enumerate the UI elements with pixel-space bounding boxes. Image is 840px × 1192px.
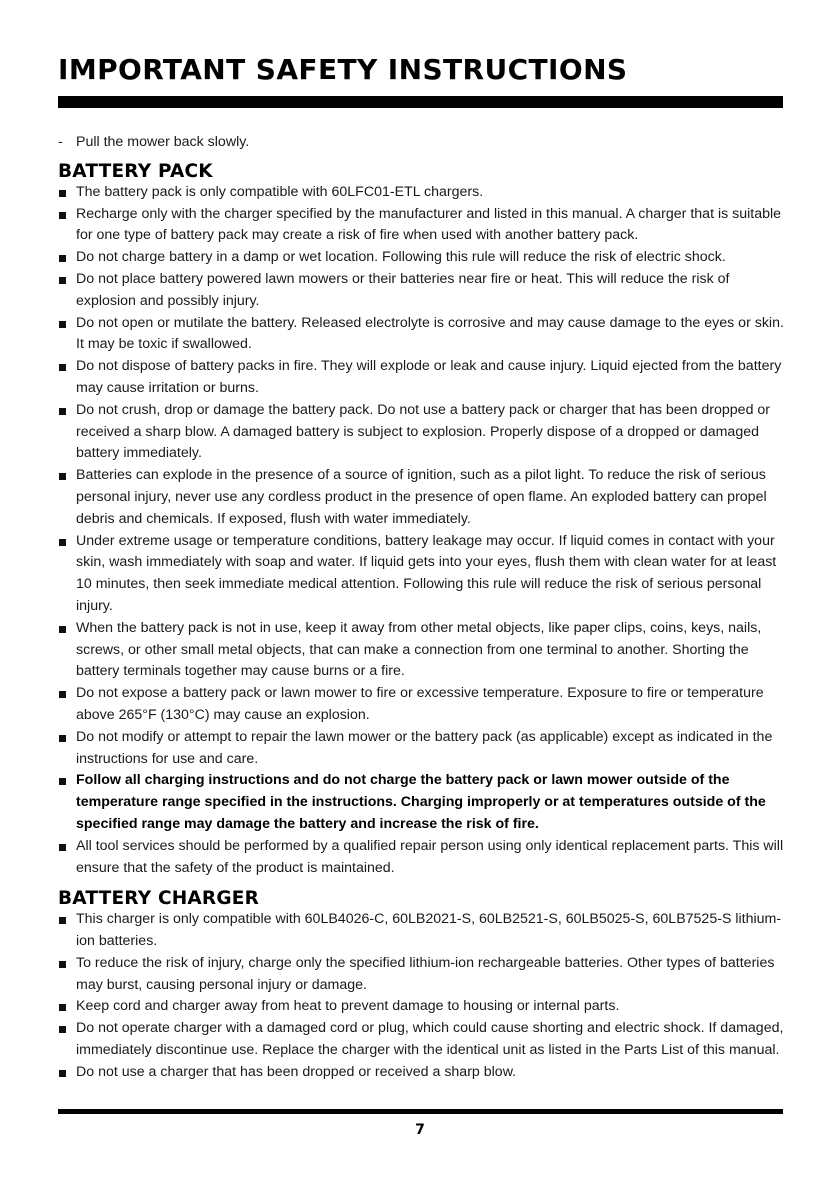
square-bullet-icon <box>59 1004 66 1011</box>
list-item <box>58 182 785 204</box>
list-item <box>58 1018 785 1062</box>
square-bullet-icon <box>59 691 66 698</box>
square-bullet-icon <box>59 961 66 968</box>
list-item-text: Do not charge battery in a damp or wet location. Following this rule will reduce the risk of electric shock. <box>76 249 726 266</box>
list-item <box>58 727 785 771</box>
square-bullet-icon <box>59 1026 66 1033</box>
list-item-text: Do not place battery powered lawn mowers or their batteries near fire or heat. This will reduce the risk of explosion and possibly injury. <box>76 270 730 309</box>
square-bullet-icon <box>59 277 66 284</box>
square-bullet-icon <box>59 1070 66 1077</box>
square-bullet-icon <box>59 408 66 415</box>
list-item-text: When the battery pack is not in use, keep it away from other metal objects, like paper clips, coins, keys, nails, screws, or other small metal objects, that can make a connection from one terminal to another. Shorting the battery terminals together may cause burns or a fire. <box>76 619 762 680</box>
square-bullet-icon <box>59 917 66 924</box>
list-item-text: Do not open or mutilate the battery. Released electrolyte is corrosive and may cause damage to the eyes or skin. It may be toxic if swallowed. <box>76 314 784 353</box>
square-bullet-icon <box>59 844 66 851</box>
battery-charger-list <box>58 909 785 1083</box>
list-item-warning <box>58 770 785 835</box>
list-item <box>58 953 785 997</box>
list-item <box>58 1062 785 1084</box>
list-item <box>58 465 785 530</box>
square-bullet-icon <box>59 364 66 371</box>
list-item <box>58 356 785 400</box>
list-item <box>58 269 785 313</box>
section-heading-battery-pack: BATTERY PACK <box>58 160 213 182</box>
square-bullet-icon <box>59 212 66 219</box>
list-item-text: All tool services should be performed by a qualified repair person using only identical replacement parts. This will ensure that the safety of the product is maintained. <box>76 837 784 876</box>
lead-item <box>58 132 785 154</box>
list-item-text: Do not modify or attempt to repair the lawn mower or the battery pack (as applicable) except as indicated in the instructions for use and care. <box>76 728 773 767</box>
list-item-text: Batteries can explode in the presence of a source of ignition, such as a pilot light. To reduce the risk of serious personal injury, never use any cordless product in the presence of open flame. An exploded battery can propel debris and chemicals. If exposed, flush with water immediately. <box>76 467 767 527</box>
list-item-text: The battery pack is only compatible with 60LFC01-ETL chargers. <box>76 183 484 200</box>
page-content <box>58 132 785 1084</box>
list-item-text: Do not use a charger that has been dropped or received a sharp blow. <box>76 1063 517 1080</box>
header-rule <box>58 96 783 108</box>
list-item-text: Do not operate charger with a damaged cord or plug, which could cause shorting and electric shock. If damaged, immediately discontinue use. Replace the charger with the identical unit as listed in the Parts List of this manual. <box>76 1020 784 1059</box>
list-item-text: Recharge only with the charger specified by the manufacturer and listed in this manual. A charger that is suitable for one type of battery pack may create a risk of fire when used with another battery pack. <box>76 205 782 244</box>
list-item-text: Do not expose a battery pack or lawn mower to fire or excessive temperature. Exposure to fire or temperature above 265°F (130°C) may cause an explosion. <box>76 685 764 723</box>
dash-marker: - <box>58 134 63 150</box>
list-item-text: Follow all charging instructions and do not charge the battery pack or lawn mower outside of the temperature range specified in the instructions. Charging improperly or at temperatures outside of the specified range may damage the battery and increase the risk of fire. <box>76 772 766 832</box>
list-item <box>58 247 785 269</box>
page-number: 7 <box>415 1122 425 1138</box>
list-item <box>58 683 785 727</box>
square-bullet-icon <box>59 735 66 742</box>
footer-rule <box>58 1109 783 1114</box>
square-bullet-icon <box>59 190 66 197</box>
list-item <box>58 996 785 1018</box>
battery-pack-list <box>58 182 785 880</box>
list-item-text: Do not dispose of battery packs in fire. They will explode or leak and cause injury. Liquid ejected from the battery may cause irritation or burns. <box>76 358 782 396</box>
square-bullet-icon <box>59 255 66 262</box>
list-item <box>58 618 785 683</box>
list-item <box>58 204 785 248</box>
square-bullet-icon <box>59 473 66 480</box>
list-item-text: Under extreme usage or temperature conditions, battery leakage may occur. If liquid comes in contact with your skin, wash immediately with soap and water. If liquid gets into your eyes, flush them with clean water for at least 10 minutes, then seek immediate medical attention. Following this rule will reduce the risk of serious personal injury. <box>76 532 777 614</box>
square-bullet-icon <box>59 539 66 546</box>
list-item-text: Do not crush, drop or damage the battery pack. Do not use a battery pack or charger that has been dropped or received a sharp blow. A damaged battery is subject to explosion. Properly dispose of a dropped or damaged battery immediately. <box>76 401 771 462</box>
square-bullet-icon <box>59 321 66 328</box>
list-item-text: To reduce the risk of injury, charge only the specified lithium-ion rechargeable batteries. Other types of batteries may burst, causing personal injury or damage. <box>76 954 775 993</box>
list-item <box>58 909 785 953</box>
list-item <box>58 313 785 357</box>
section-heading-battery-charger: BATTERY CHARGER <box>58 888 260 910</box>
list-item <box>58 836 785 880</box>
list-item-text: Keep cord and charger away from heat to prevent damage to housing or internal parts. <box>76 998 620 1015</box>
list-item-text: This charger is only compatible with 60LB4026-C, 60LB2021-S, 60LB2521-S, 60LB5025-S, 60LB7525-S lithium-ion batteries. <box>76 911 782 950</box>
list-item <box>58 400 785 465</box>
lead-item-text: Pull the mower back slowly. <box>76 134 250 150</box>
list-item <box>58 531 785 618</box>
square-bullet-icon <box>59 778 66 785</box>
page-title: IMPORTANT SAFETY INSTRUCTIONS <box>58 53 628 86</box>
square-bullet-icon <box>59 626 66 633</box>
